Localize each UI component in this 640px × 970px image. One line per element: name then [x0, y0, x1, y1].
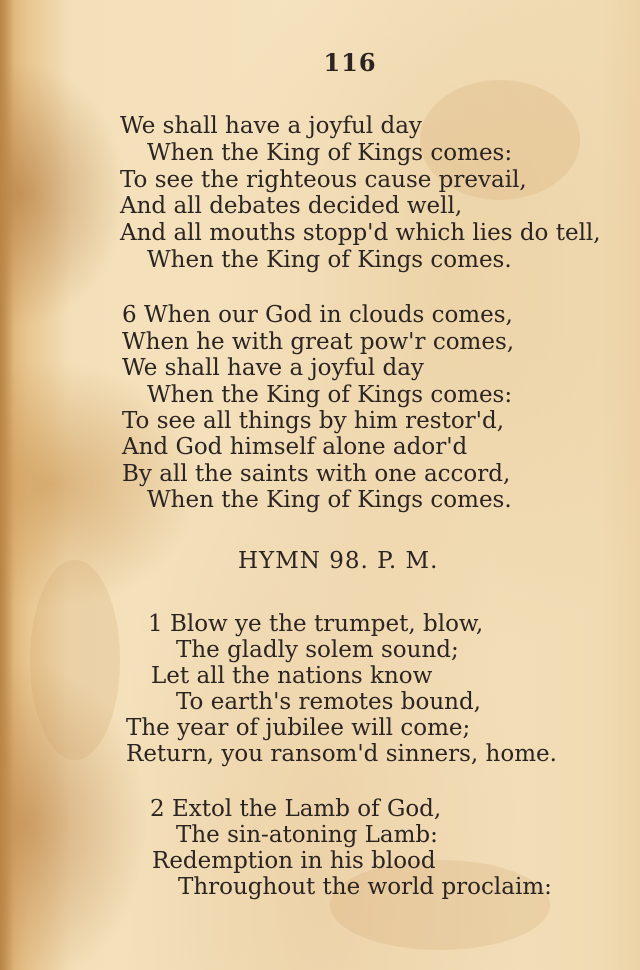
verse-line: We shall have a joyful day	[122, 355, 424, 381]
verse-line: To earth's remotes bound,	[176, 689, 481, 715]
verse-line: And all mouths stopp'd which lies do tell,	[120, 220, 601, 246]
verse-line: We shall have a joyful day	[120, 113, 422, 139]
verse-line: Return, you ransom'd sinners, home.	[126, 741, 557, 767]
verse-line: When the King of Kings comes:	[147, 382, 513, 408]
page-spine-shadow	[0, 0, 14, 970]
verse-line: The gladly solem sound;	[176, 637, 459, 663]
verse-line: The sin-atoning Lamb:	[176, 822, 438, 848]
verse-line: Redemption in his blood	[152, 848, 436, 874]
verse-line: Let all the nations know	[151, 663, 433, 689]
verse-line: By all the saints with one accord,	[122, 461, 511, 487]
verse-line: 2 Extol the Lamb of God,	[150, 796, 442, 822]
verse-line: And God himself alone ador'd	[122, 434, 468, 460]
verse-line: The year of jubilee will come;	[126, 715, 471, 741]
verse-line: When the King of Kings comes.	[147, 247, 512, 273]
page-number: 116	[323, 48, 377, 77]
hymn-title: HYMN 98. P. M.	[238, 548, 439, 574]
verse-line: When the King of Kings comes.	[147, 487, 512, 513]
verse-line: To see the righteous cause prevail,	[120, 167, 527, 193]
verse-line: Throughout the world proclaim:	[178, 874, 552, 900]
verse-line: When the King of Kings comes:	[147, 140, 513, 166]
paper-stain	[30, 560, 120, 760]
verse-line: When he with great pow'r comes,	[122, 329, 515, 355]
verse-line: 6 When our God in clouds comes,	[122, 302, 513, 328]
verse-line: To see all things by him restor'd,	[122, 408, 505, 434]
verse-line: 1 Blow ye the trumpet, blow,	[148, 611, 484, 637]
verse-line: And all debates decided well,	[120, 193, 463, 219]
